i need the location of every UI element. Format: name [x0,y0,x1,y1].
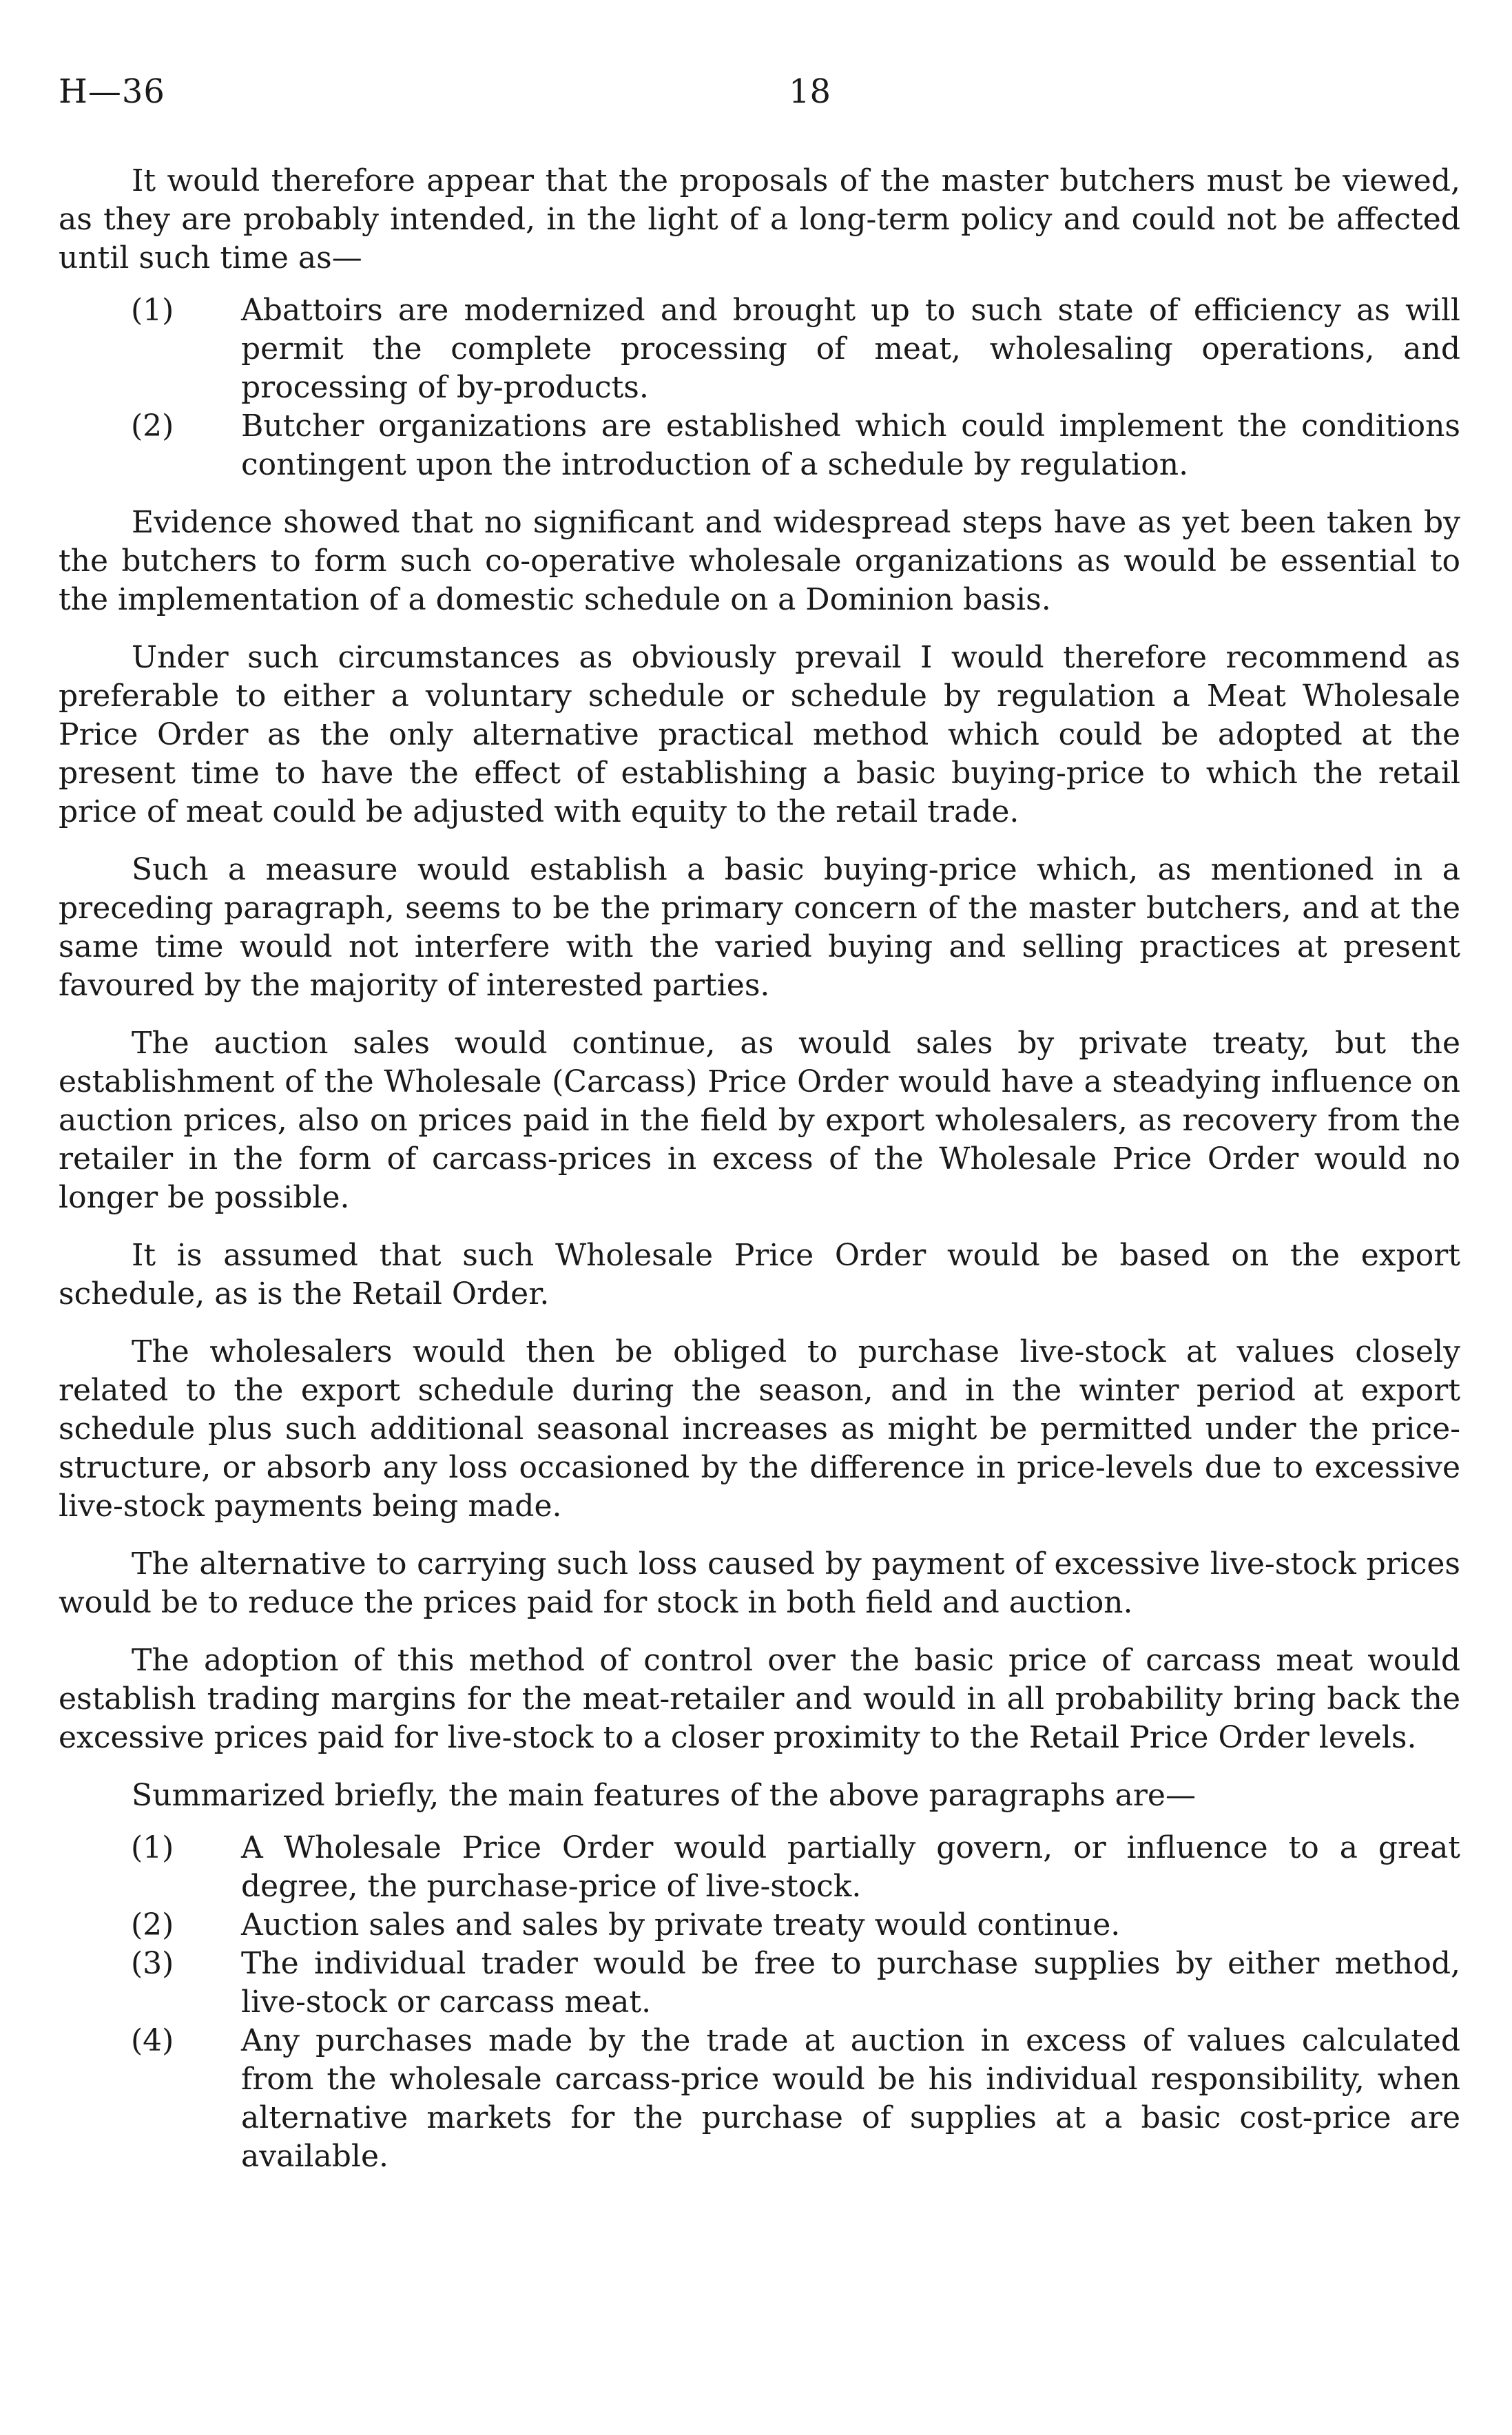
list-item-number: (2) [131,408,174,444]
list-item-number: (4) [131,2023,174,2058]
paragraph-3: Under such circumstances as obviously prevail I would therefore recommend as preferable to either a voluntary schedule or schedule by regulation a Meat Wholesale Price Order as the only alternative practical method which could be adopted at the present time to have the effect of establishing a basic buying-price to which the retail price of meat could be adjusted with equity to the retail trade. [59,640,1460,829]
list-item-text: Abattoirs are modernized and brought up to such state of efficiency as will permit the complete processing of meat, wholesaling operations, and processing of by-products. [241,293,1460,405]
list-item [59,2022,1460,2176]
list-item-number: (1) [131,1830,174,1865]
list-item-text: Butcher organizations are established which could implement the conditions contingent upon the introduction of a schedule by regulation. [241,408,1460,482]
document-body [59,162,1460,2195]
paragraph-2: Evidence showed that no significant and widespread steps have as yet been taken by the butchers to form such co-operative wholesale organizations as would be essential to the implementation of a domestic schedule on a Dominion basis. [59,505,1460,617]
conditions-list [59,291,1460,484]
list-item-text: Auction sales and sales by private treaty would continue. [241,1907,1121,1942]
list-item-number: (2) [131,1907,174,1942]
list-item [59,1945,1460,2022]
list-item-text: A Wholesale Price Order would partially govern, or influence to a great degree, the purchase-price of live-stock. [241,1830,1460,1904]
paragraph-6: It is assumed that such Wholesale Price Order would be based on the export schedule, as is the Retail Order. [59,1238,1460,1312]
list-item [59,291,1460,407]
document-reference: H—36 [59,72,165,111]
paragraph-4: Such a measure would establish a basic buying-price which, as mentioned in a preceding paragraph, seems to be the primary concern of the master butchers, and at the same time would not interfere with the varied buying and selling practices at present favoured by the majority of interested parties. [59,852,1460,1003]
paragraph-5: The auction sales would continue, as would sales by private treaty, but the establishment of the Wholesale (Carcass) Price Order would have a steadying influence on auction prices, also on prices paid in the field by export wholesalers, as recovery from the retailer in the form of carcass-prices in excess of the Wholesale Price Order would no longer be possible. [59,1026,1460,1215]
list-item-text: The individual trader would be free to purchase supplies by either method, live-stock or carcass meat. [241,1946,1460,2020]
paragraph-7: The wholesalers would then be obliged to purchase live-stock at values closely related to the export schedule during the season, and in the winter period at export schedule plus such additional seasonal increases as might be permitted under the price-structure, or absorb any loss occasioned by the difference in price-levels due to excessive live-stock payments being made. [59,1334,1460,1524]
paragraph-8: The alternative to carrying such loss caused by payment of excessive live-stock prices would be to reduce the prices paid for stock in both field and auction. [59,1546,1460,1620]
list-item-number: (1) [131,293,174,328]
features-list [59,1829,1460,2176]
list-item [59,1906,1460,1945]
list-item [59,1829,1460,1906]
list-item-number: (3) [131,1946,174,1981]
list-item [59,407,1460,484]
paragraph-10: Summarized briefly, the main features of the above paragraphs are— [132,1778,1196,1813]
list-item-text: Any purchases made by the trade at auction in excess of values calculated from the wholesale carcass-price would be his individual responsibility, when alternative markets for the purchase of supplies at a basic cost-price are available. [241,2023,1460,2174]
page-header [59,72,1464,127]
paragraph-1: It would therefore appear that the proposals of the master butchers must be viewed, as they are probably intended, in the light of a long-term policy and could not be affected until such time as— [59,163,1460,276]
page-number: 18 [789,72,831,111]
paragraph-9: The adoption of this method of control over the basic price of carcass meat would establish trading margins for the meat-retailer and would in all probability bring back the excessive prices paid for live-stock to a closer proximity to the Retail Price Order levels. [59,1643,1460,1755]
